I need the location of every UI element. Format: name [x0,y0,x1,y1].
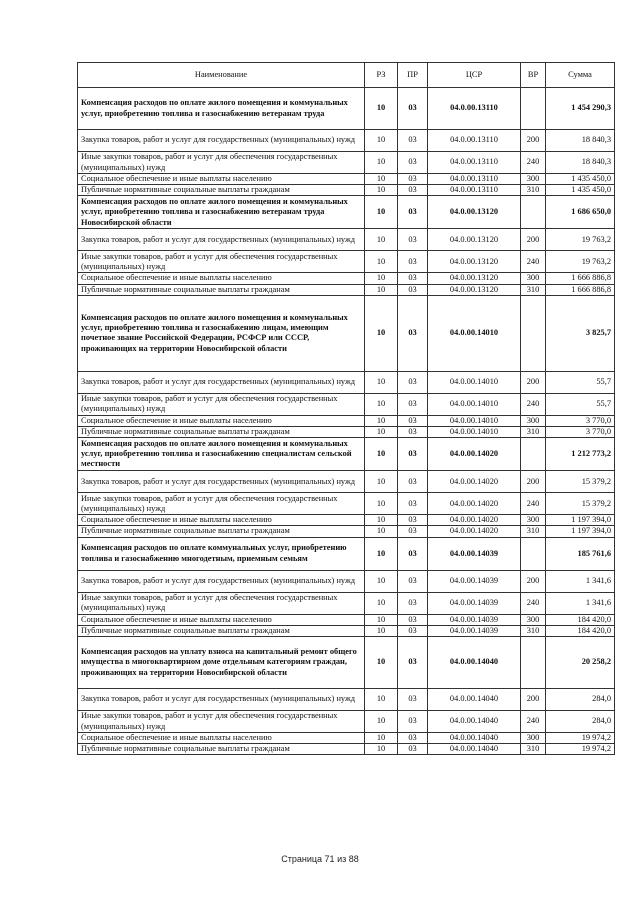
table-row [78,592,615,614]
cell-pr: 03 [398,711,428,733]
cell-sum: 1 686 650,0 [546,196,615,229]
cell-pr: 03 [398,152,428,174]
cell-csr: 04.0.00.14020 [428,493,521,515]
table-row [78,493,615,515]
cell-csr: 04.0.00.13120 [428,196,521,229]
cell-pr: 03 [398,295,428,371]
table-row [78,185,615,196]
cell-csr: 04.0.00.14020 [428,515,521,526]
cell-pr: 03 [398,614,428,625]
table-row [78,251,615,273]
cell-sum: 3 770,0 [546,415,615,426]
cell-csr: 04.0.00.13120 [428,273,521,284]
cell-vr: 300 [521,614,546,625]
cell-name: Иные закупки товаров, работ и услуг для обеспечения государственных (муниципальных) нужд [78,711,365,733]
header-sum: Сумма [546,63,615,88]
table-row [78,229,615,251]
cell-name: Публичные нормативные социальные выплаты гражданам [78,185,365,196]
cell-sum: 1 666 886,8 [546,284,615,295]
cell-vr: 310 [521,625,546,636]
table-row [78,427,615,438]
cell-csr: 04.0.00.14010 [428,393,521,415]
cell-name: Закупка товаров, работ и услуг для государственных (муниципальных) нужд [78,130,365,152]
cell-vr [521,637,546,689]
table-row [78,733,615,744]
header-rz: РЗ [365,63,398,88]
table-row [78,273,615,284]
cell-pr: 03 [398,515,428,526]
cell-sum: 1 435 450,0 [546,174,615,185]
table-row [78,614,615,625]
cell-sum: 19 763,2 [546,251,615,273]
cell-csr: 04.0.00.14039 [428,537,521,570]
cell-sum: 3 770,0 [546,427,615,438]
cell-rz: 10 [365,438,398,471]
cell-csr: 04.0.00.14040 [428,711,521,733]
table-row-group [78,88,615,130]
cell-name: Компенсация расходов по оплате жилого помещения и коммунальных услуг, приобретению топлива и газоснабжению ветеранам труда [78,88,365,130]
cell-pr: 03 [398,438,428,471]
cell-vr: 200 [521,689,546,711]
cell-sum: 1 435 450,0 [546,185,615,196]
cell-vr [521,88,546,130]
cell-pr: 03 [398,493,428,515]
table-row [78,152,615,174]
cell-sum: 3 825,7 [546,295,615,371]
cell-pr: 03 [398,526,428,537]
cell-csr: 04.0.00.14040 [428,733,521,744]
cell-rz: 10 [365,637,398,689]
cell-rz: 10 [365,537,398,570]
cell-sum: 1 666 886,8 [546,273,615,284]
table-row [78,284,615,295]
cell-csr: 04.0.00.13110 [428,152,521,174]
cell-name: Закупка товаров, работ и услуг для государственных (муниципальных) нужд [78,570,365,592]
cell-csr: 04.0.00.14040 [428,689,521,711]
cell-pr: 03 [398,196,428,229]
cell-csr: 04.0.00.14010 [428,295,521,371]
cell-name: Социальное обеспечение и иные выплаты населению [78,273,365,284]
cell-vr: 200 [521,471,546,493]
cell-vr: 300 [521,515,546,526]
header-csr: ЦСР [428,63,521,88]
table-row-group [78,438,615,471]
cell-name: Компенсация расходов по оплате жилого помещения и коммунальных услуг, приобретению топлива и газоснабжению лицам, имеющим почетное звание Российской Федерации, РСФСР или СССР, проживающих на территории Новосибирской области [78,295,365,371]
cell-pr: 03 [398,733,428,744]
cell-name: Публичные нормативные социальные выплаты гражданам [78,526,365,537]
table-row [78,371,615,393]
table-row-group [78,537,615,570]
cell-vr: 310 [521,744,546,755]
cell-sum: 1 212 773,2 [546,438,615,471]
cell-pr: 03 [398,415,428,426]
cell-vr: 310 [521,526,546,537]
cell-pr: 03 [398,637,428,689]
cell-name: Компенсация расходов на уплату взноса на капитальный ремонт общего имущества в многоквартирном доме отдельным категориям граждан, проживающих на территории Новосибирской области [78,637,365,689]
cell-vr: 200 [521,570,546,592]
cell-vr: 300 [521,733,546,744]
cell-name: Социальное обеспечение и иные выплаты населению [78,415,365,426]
table-row [78,393,615,415]
cell-csr: 04.0.00.13110 [428,185,521,196]
table-row [78,711,615,733]
cell-pr: 03 [398,427,428,438]
cell-name: Публичные нормативные социальные выплаты гражданам [78,427,365,438]
cell-vr: 200 [521,130,546,152]
cell-pr: 03 [398,273,428,284]
cell-rz: 10 [365,625,398,636]
cell-sum: 18 840,3 [546,130,615,152]
cell-pr: 03 [398,592,428,614]
header-name: Наименование [78,63,365,88]
cell-rz: 10 [365,174,398,185]
cell-rz: 10 [365,744,398,755]
cell-pr: 03 [398,185,428,196]
cell-sum: 1 197 394,0 [546,526,615,537]
cell-rz: 10 [365,471,398,493]
cell-name: Компенсация расходов по оплате коммунальных услуг, приобретению топлива и газоснабжению многодетным, приемным семьям [78,537,365,570]
cell-name: Иные закупки товаров, работ и услуг для обеспечения государственных (муниципальных) нужд [78,592,365,614]
table-row [78,130,615,152]
cell-csr: 04.0.00.14040 [428,637,521,689]
cell-sum: 1 454 290,3 [546,88,615,130]
cell-csr: 04.0.00.13120 [428,229,521,251]
cell-pr: 03 [398,471,428,493]
cell-csr: 04.0.00.14039 [428,570,521,592]
table-row-group [78,295,615,371]
cell-name: Социальное обеспечение и иные выплаты населению [78,614,365,625]
cell-pr: 03 [398,371,428,393]
cell-rz: 10 [365,393,398,415]
table-row [78,415,615,426]
cell-pr: 03 [398,537,428,570]
cell-csr: 04.0.00.14039 [428,592,521,614]
cell-csr: 04.0.00.13110 [428,130,521,152]
table-row [78,625,615,636]
budget-table [77,62,615,755]
cell-vr: 300 [521,174,546,185]
cell-rz: 10 [365,689,398,711]
cell-pr: 03 [398,130,428,152]
cell-vr [521,196,546,229]
cell-sum: 20 258,2 [546,637,615,689]
cell-vr: 300 [521,273,546,284]
cell-name: Социальное обеспечение и иные выплаты населению [78,515,365,526]
cell-pr: 03 [398,625,428,636]
cell-csr: 04.0.00.14040 [428,744,521,755]
cell-pr: 03 [398,689,428,711]
table-row-group [78,637,615,689]
cell-vr: 240 [521,493,546,515]
table-row-group [78,196,615,229]
cell-pr: 03 [398,251,428,273]
page-footer: Страница 71 из 88 [281,854,359,864]
cell-name: Закупка товаров, работ и услуг для государственных (муниципальных) нужд [78,229,365,251]
cell-sum: 55,7 [546,393,615,415]
cell-rz: 10 [365,493,398,515]
cell-sum: 19 763,2 [546,229,615,251]
cell-name: Публичные нормативные социальные выплаты гражданам [78,625,365,636]
cell-rz: 10 [365,415,398,426]
cell-sum: 15 379,2 [546,493,615,515]
cell-vr: 300 [521,415,546,426]
cell-pr: 03 [398,570,428,592]
cell-rz: 10 [365,711,398,733]
cell-sum: 185 761,6 [546,537,615,570]
cell-name: Публичные нормативные социальные выплаты гражданам [78,284,365,295]
cell-vr: 310 [521,427,546,438]
cell-rz: 10 [365,185,398,196]
header-vr: ВР [521,63,546,88]
cell-csr: 04.0.00.14039 [428,614,521,625]
table-row [78,515,615,526]
cell-name: Иные закупки товаров, работ и услуг для обеспечения государственных (муниципальных) нужд [78,393,365,415]
cell-rz: 10 [365,295,398,371]
cell-name: Иные закупки товаров, работ и услуг для обеспечения государственных (муниципальных) нужд [78,152,365,174]
cell-rz: 10 [365,152,398,174]
cell-name: Закупка товаров, работ и услуг для государственных (муниципальных) нужд [78,471,365,493]
cell-vr [521,537,546,570]
cell-name: Закупка товаров, работ и услуг для государственных (муниципальных) нужд [78,371,365,393]
table-row [78,526,615,537]
cell-name: Социальное обеспечение и иные выплаты населению [78,733,365,744]
table-row [78,689,615,711]
cell-vr [521,438,546,471]
cell-csr: 04.0.00.13120 [428,284,521,295]
cell-name: Закупка товаров, работ и услуг для государственных (муниципальных) нужд [78,689,365,711]
cell-sum: 284,0 [546,711,615,733]
cell-name: Социальное обеспечение и иные выплаты населению [78,174,365,185]
cell-vr: 240 [521,393,546,415]
table-row [78,744,615,755]
cell-vr: 240 [521,711,546,733]
cell-vr: 310 [521,185,546,196]
cell-name: Иные закупки товаров, работ и услуг для обеспечения государственных (муниципальных) нужд [78,493,365,515]
cell-rz: 10 [365,515,398,526]
cell-vr: 310 [521,284,546,295]
cell-sum: 1 341,6 [546,570,615,592]
cell-rz: 10 [365,733,398,744]
cell-sum: 19 974,2 [546,733,615,744]
cell-pr: 03 [398,88,428,130]
cell-name: Публичные нормативные социальные выплаты гражданам [78,744,365,755]
cell-sum: 15 379,2 [546,471,615,493]
cell-csr: 04.0.00.14010 [428,371,521,393]
cell-csr: 04.0.00.13110 [428,174,521,185]
cell-rz: 10 [365,614,398,625]
cell-vr: 240 [521,592,546,614]
cell-rz: 10 [365,130,398,152]
cell-csr: 04.0.00.13120 [428,251,521,273]
cell-pr: 03 [398,284,428,295]
cell-csr: 04.0.00.14020 [428,471,521,493]
cell-pr: 03 [398,229,428,251]
cell-csr: 04.0.00.14039 [428,625,521,636]
cell-csr: 04.0.00.14020 [428,438,521,471]
header-pr: ПР [398,63,428,88]
cell-vr: 200 [521,229,546,251]
cell-sum: 284,0 [546,689,615,711]
cell-rz: 10 [365,284,398,295]
cell-name: Компенсация расходов по оплате жилого помещения и коммунальных услуг, приобретению топлива и газоснабжению ветеранам труда Новосибирской области [78,196,365,229]
table-row [78,471,615,493]
cell-csr: 04.0.00.13110 [428,88,521,130]
table-row [78,570,615,592]
cell-rz: 10 [365,196,398,229]
cell-sum: 18 840,3 [546,152,615,174]
cell-sum: 55,7 [546,371,615,393]
cell-sum: 184 420,0 [546,625,615,636]
cell-rz: 10 [365,273,398,284]
cell-rz: 10 [365,570,398,592]
cell-rz: 10 [365,88,398,130]
cell-rz: 10 [365,371,398,393]
table-body [78,88,615,755]
cell-rz: 10 [365,427,398,438]
cell-sum: 19 974,2 [546,744,615,755]
cell-sum: 1 197 394,0 [546,515,615,526]
cell-pr: 03 [398,744,428,755]
cell-rz: 10 [365,592,398,614]
cell-csr: 04.0.00.14010 [428,415,521,426]
cell-pr: 03 [398,393,428,415]
cell-rz: 10 [365,251,398,273]
cell-pr: 03 [398,174,428,185]
cell-name: Иные закупки товаров, работ и услуг для обеспечения государственных (муниципальных) нужд [78,251,365,273]
cell-sum: 184 420,0 [546,614,615,625]
cell-rz: 10 [365,526,398,537]
table-header-row [78,63,615,88]
cell-csr: 04.0.00.14010 [428,427,521,438]
cell-csr: 04.0.00.14020 [428,526,521,537]
cell-vr: 200 [521,371,546,393]
cell-vr: 240 [521,251,546,273]
cell-rz: 10 [365,229,398,251]
cell-vr: 240 [521,152,546,174]
table-row [78,174,615,185]
cell-name: Компенсация расходов по оплате жилого помещения и коммунальных услуг, приобретению топлива и газоснабжению специалистам сельской местности [78,438,365,471]
cell-vr [521,295,546,371]
cell-sum: 1 341,6 [546,592,615,614]
